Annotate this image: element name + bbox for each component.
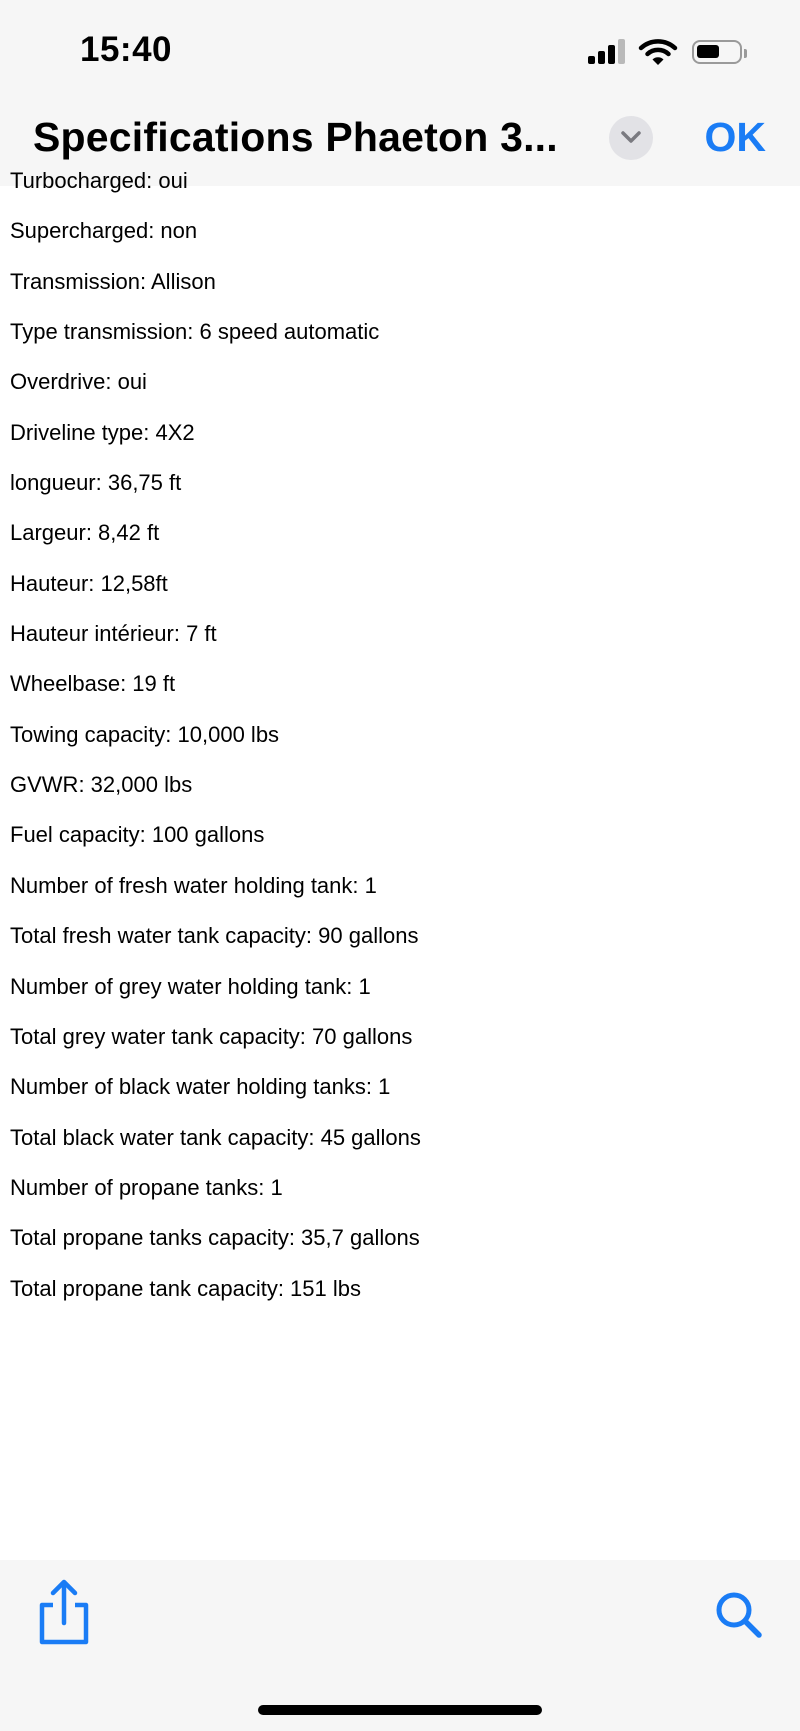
spec-line: Number of grey water holding tank: 1 xyxy=(10,973,371,999)
spec-line: Number of black water holding tanks: 1 xyxy=(10,1074,391,1100)
spec-line: Hauteur: 12,58ft xyxy=(10,570,168,596)
title-menu-button[interactable] xyxy=(609,116,653,160)
spec-line: Number of fresh water holding tank: 1 xyxy=(10,872,377,898)
search-button[interactable] xyxy=(714,1590,764,1640)
spec-line: Type transmission: 6 speed automatic xyxy=(10,319,380,345)
battery-icon xyxy=(692,40,742,64)
document-content[interactable] xyxy=(0,168,800,1560)
spec-line: Turbocharged: oui xyxy=(10,168,188,193)
spec-line: longueur: 36,75 ft xyxy=(10,470,182,496)
spec-line: Total propane tank capacity: 151 lbs xyxy=(10,1275,362,1301)
spec-line: Fuel capacity: 100 gallons xyxy=(10,822,265,848)
share-icon xyxy=(36,1578,92,1648)
search-icon xyxy=(714,1590,764,1640)
ok-button[interactable]: OK xyxy=(704,114,766,160)
spec-line: GVWR: 32,000 lbs xyxy=(10,772,193,798)
wifi-icon xyxy=(639,38,677,66)
bottom-toolbar xyxy=(0,1560,800,1731)
spec-line: Total propane tanks capacity: 35,7 gallons xyxy=(10,1225,420,1251)
spec-line: Transmission: Allison xyxy=(10,268,216,294)
spec-line: Hauteur intérieur: 7 ft xyxy=(10,621,217,647)
page-title: Specifications Phaeton 3... xyxy=(33,114,558,160)
spec-line: Number of propane tanks: 1 xyxy=(10,1174,283,1200)
chevron-down-icon xyxy=(620,129,642,145)
spec-line: Overdrive: oui xyxy=(10,369,147,395)
spec-line: Driveline type: 4X2 xyxy=(10,419,195,445)
signal-icon xyxy=(588,38,628,66)
spec-line: Supercharged: non xyxy=(10,218,198,244)
status-bar xyxy=(0,0,800,100)
home-indicator xyxy=(258,1705,542,1715)
spec-line: Towing capacity: 10,000 lbs xyxy=(10,721,280,747)
spec-line: Total grey water tank capacity: 70 gallons xyxy=(10,1023,413,1049)
spec-line: Wheelbase: 19 ft xyxy=(10,671,176,697)
spec-line: Total black water tank capacity: 45 gallons xyxy=(10,1124,421,1150)
share-button[interactable] xyxy=(36,1578,92,1648)
spec-line: Total fresh water tank capacity: 90 gallons xyxy=(10,923,419,949)
status-time: 15:40 xyxy=(80,30,173,69)
battery-tip xyxy=(744,49,747,58)
spec-list xyxy=(10,156,421,1314)
battery-fill xyxy=(697,45,719,58)
spec-line: Largeur: 8,42 ft xyxy=(10,520,160,546)
